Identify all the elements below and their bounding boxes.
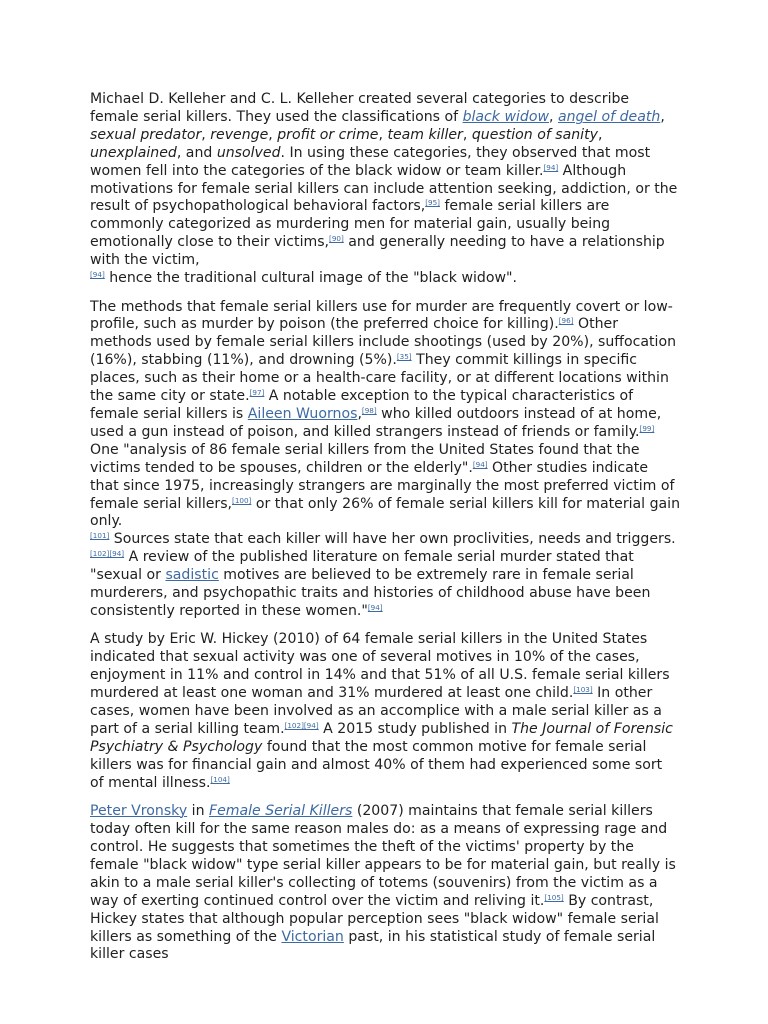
text-run: Other methods used by female serial killers include shootings (used by 20%), suffocation (16%), stabbing (11%), and drowning (5%). bbox=[90, 316, 677, 369]
emphasized-text: question of sanity bbox=[471, 126, 598, 143]
paragraph bbox=[90, 631, 680, 792]
text-run: or that only 26% of female serial killers kill for material gain only. bbox=[90, 495, 681, 530]
paragraph bbox=[90, 299, 680, 621]
paragraph bbox=[90, 91, 680, 288]
reference-marker[interactable]: [104] bbox=[210, 774, 230, 784]
text-run: By contrast, Hickey states that although popular perception sees "black widow" female serial killers as something of the bbox=[90, 892, 659, 945]
reference-marker[interactable]: [97] bbox=[249, 388, 265, 398]
text-run: A study by Eric W. Hickey (2010) of 64 female serial killers in the United States indicated that sexual activity was one of several motives in 10% of the cases, enjoyment in 11% and control in 14% and that 51% of all U.S. female serial killers murdered at least one woman and 31% murdered at least one child. bbox=[90, 631, 670, 702]
emphasized-text: sexual predator bbox=[90, 126, 202, 143]
emphasized-text: The Journal of Forensic Psychiatry & Psychology bbox=[90, 721, 673, 755]
text-run: A 2015 study published in bbox=[318, 721, 512, 737]
text-run: The methods that female serial killers use for murder are frequently covert or low-profile, such as murder by poison (the preferred choice for killing). bbox=[90, 298, 673, 333]
reference-marker[interactable]: [102][94] bbox=[284, 721, 319, 730]
inline-link[interactable]: black widow bbox=[462, 108, 549, 125]
text-run: found that the most common motive for female serial killers was for financial gain and almost 40% of them had experienced some sort of mental illness. bbox=[90, 738, 663, 791]
text-run: One "analysis of 86 female serial killers from the United States found that the victims tended to be spouses, children or the elderly". bbox=[90, 441, 640, 476]
text-run: A notable exception to the typical characteristics of female serial killers is bbox=[90, 388, 634, 422]
text-run: who killed outdoors instead of at home, used a gun instead of poison, and killed strangers instead of friends or family. bbox=[90, 406, 662, 440]
text-run: , bbox=[462, 126, 472, 143]
reference-marker[interactable]: [99] bbox=[639, 423, 655, 433]
reference-marker[interactable]: [101] bbox=[90, 531, 110, 541]
emphasized-text: revenge bbox=[210, 126, 269, 143]
inline-link[interactable]: angel of death bbox=[557, 108, 661, 125]
paragraph bbox=[90, 803, 680, 964]
text-run: , bbox=[549, 108, 558, 125]
inline-link[interactable]: sadistic bbox=[165, 567, 219, 584]
text-run: . In using these categories, they observed that most women fell into the categories of the black widow or team killer. bbox=[90, 144, 651, 179]
text-run: , bbox=[597, 126, 603, 143]
text-run: , bbox=[268, 126, 278, 143]
text-run: Other studies indicate that since 1975, increasingly strangers are marginally the most preferred victim of female serial killers, bbox=[90, 459, 675, 512]
text-run: , and bbox=[176, 144, 217, 161]
reference-marker[interactable]: [94] bbox=[543, 162, 559, 172]
reference-marker[interactable]: [96] bbox=[558, 316, 574, 326]
text-run: A review of the published literature on female serial murder stated that "sexual or bbox=[90, 549, 634, 584]
inline-link[interactable]: Peter Vronsky bbox=[90, 803, 188, 820]
inline-link[interactable]: Victorian bbox=[281, 928, 344, 945]
text-run: past, in his statistical study of female serial killer cases bbox=[90, 928, 656, 963]
text-run: Although motivations for female serial killers can include attention seeking, addiction, or the result of psychopathological behavioral factors, bbox=[90, 162, 678, 215]
text-run: Sources state that each killer will have her own proclivities, needs and triggers. bbox=[109, 531, 676, 548]
inline-link[interactable]: Aileen Wuornos bbox=[247, 406, 358, 422]
reference-marker[interactable]: [102][94] bbox=[90, 549, 125, 559]
reference-marker[interactable]: [94] bbox=[472, 459, 488, 469]
reference-marker[interactable]: [100] bbox=[232, 495, 252, 505]
article-body bbox=[90, 91, 680, 975]
text-run: Michael D. Kelleher and C. L. Kelleher created several categories to describe female serial killers. They used the classifications of bbox=[90, 91, 630, 125]
text-run: (2007) maintains that female serial killers today often kill for the same reason males do: as a means of expressing rage and control. He suggests that sometimes the theft of the victims' property by the female "black widow" type serial killer appears to be for material gain, but really is akin to a male serial killer's collecting of totems (souvenirs) from the victim as a way of exerting continued control over the victim and reliving it. bbox=[90, 803, 676, 909]
reference-marker[interactable]: [98] bbox=[361, 406, 377, 415]
emphasized-text: team killer bbox=[387, 126, 463, 143]
emphasized-text: unsolved bbox=[216, 144, 281, 161]
reference-marker[interactable]: [105] bbox=[544, 892, 564, 902]
inline-link[interactable]: Female Serial Killers bbox=[208, 803, 353, 820]
text-run: motives are believed to be extremely rare in female serial murderers, and psychopathic traits and histories of childhood abuse have been consistently reported in these women." bbox=[90, 567, 651, 619]
text-run: female serial killers are commonly categorized as murdering men for material gain, usually being emotionally close to their victims, bbox=[90, 198, 611, 251]
reference-marker[interactable]: [94] bbox=[367, 602, 383, 612]
text-run: In other cases, women have been involved as an accomplice with a male serial killer as a part of a serial killing team. bbox=[90, 685, 662, 737]
emphasized-text: unexplained bbox=[90, 144, 177, 161]
text-run: , bbox=[357, 406, 362, 422]
reference-marker[interactable]: [103] bbox=[573, 685, 593, 695]
text-run: hence the traditional cultural image of the "black widow". bbox=[104, 270, 517, 287]
reference-marker[interactable]: [90] bbox=[329, 234, 344, 244]
text-run: They commit killings in specific places, such as their home or a health-care facility, or at different locations within the same city or state. bbox=[90, 352, 669, 405]
reference-marker[interactable]: [95] bbox=[425, 198, 440, 208]
emphasized-text: profit or crime bbox=[277, 126, 379, 143]
text-run: and generally needing to have a relationship with the victim, bbox=[90, 234, 665, 269]
text-run: , bbox=[378, 126, 388, 143]
text-run: , bbox=[660, 108, 665, 125]
text-run: , bbox=[201, 126, 211, 143]
reference-marker[interactable]: [94] bbox=[90, 270, 105, 280]
reference-marker[interactable]: [35] bbox=[396, 352, 412, 362]
text-run: in bbox=[187, 803, 209, 820]
